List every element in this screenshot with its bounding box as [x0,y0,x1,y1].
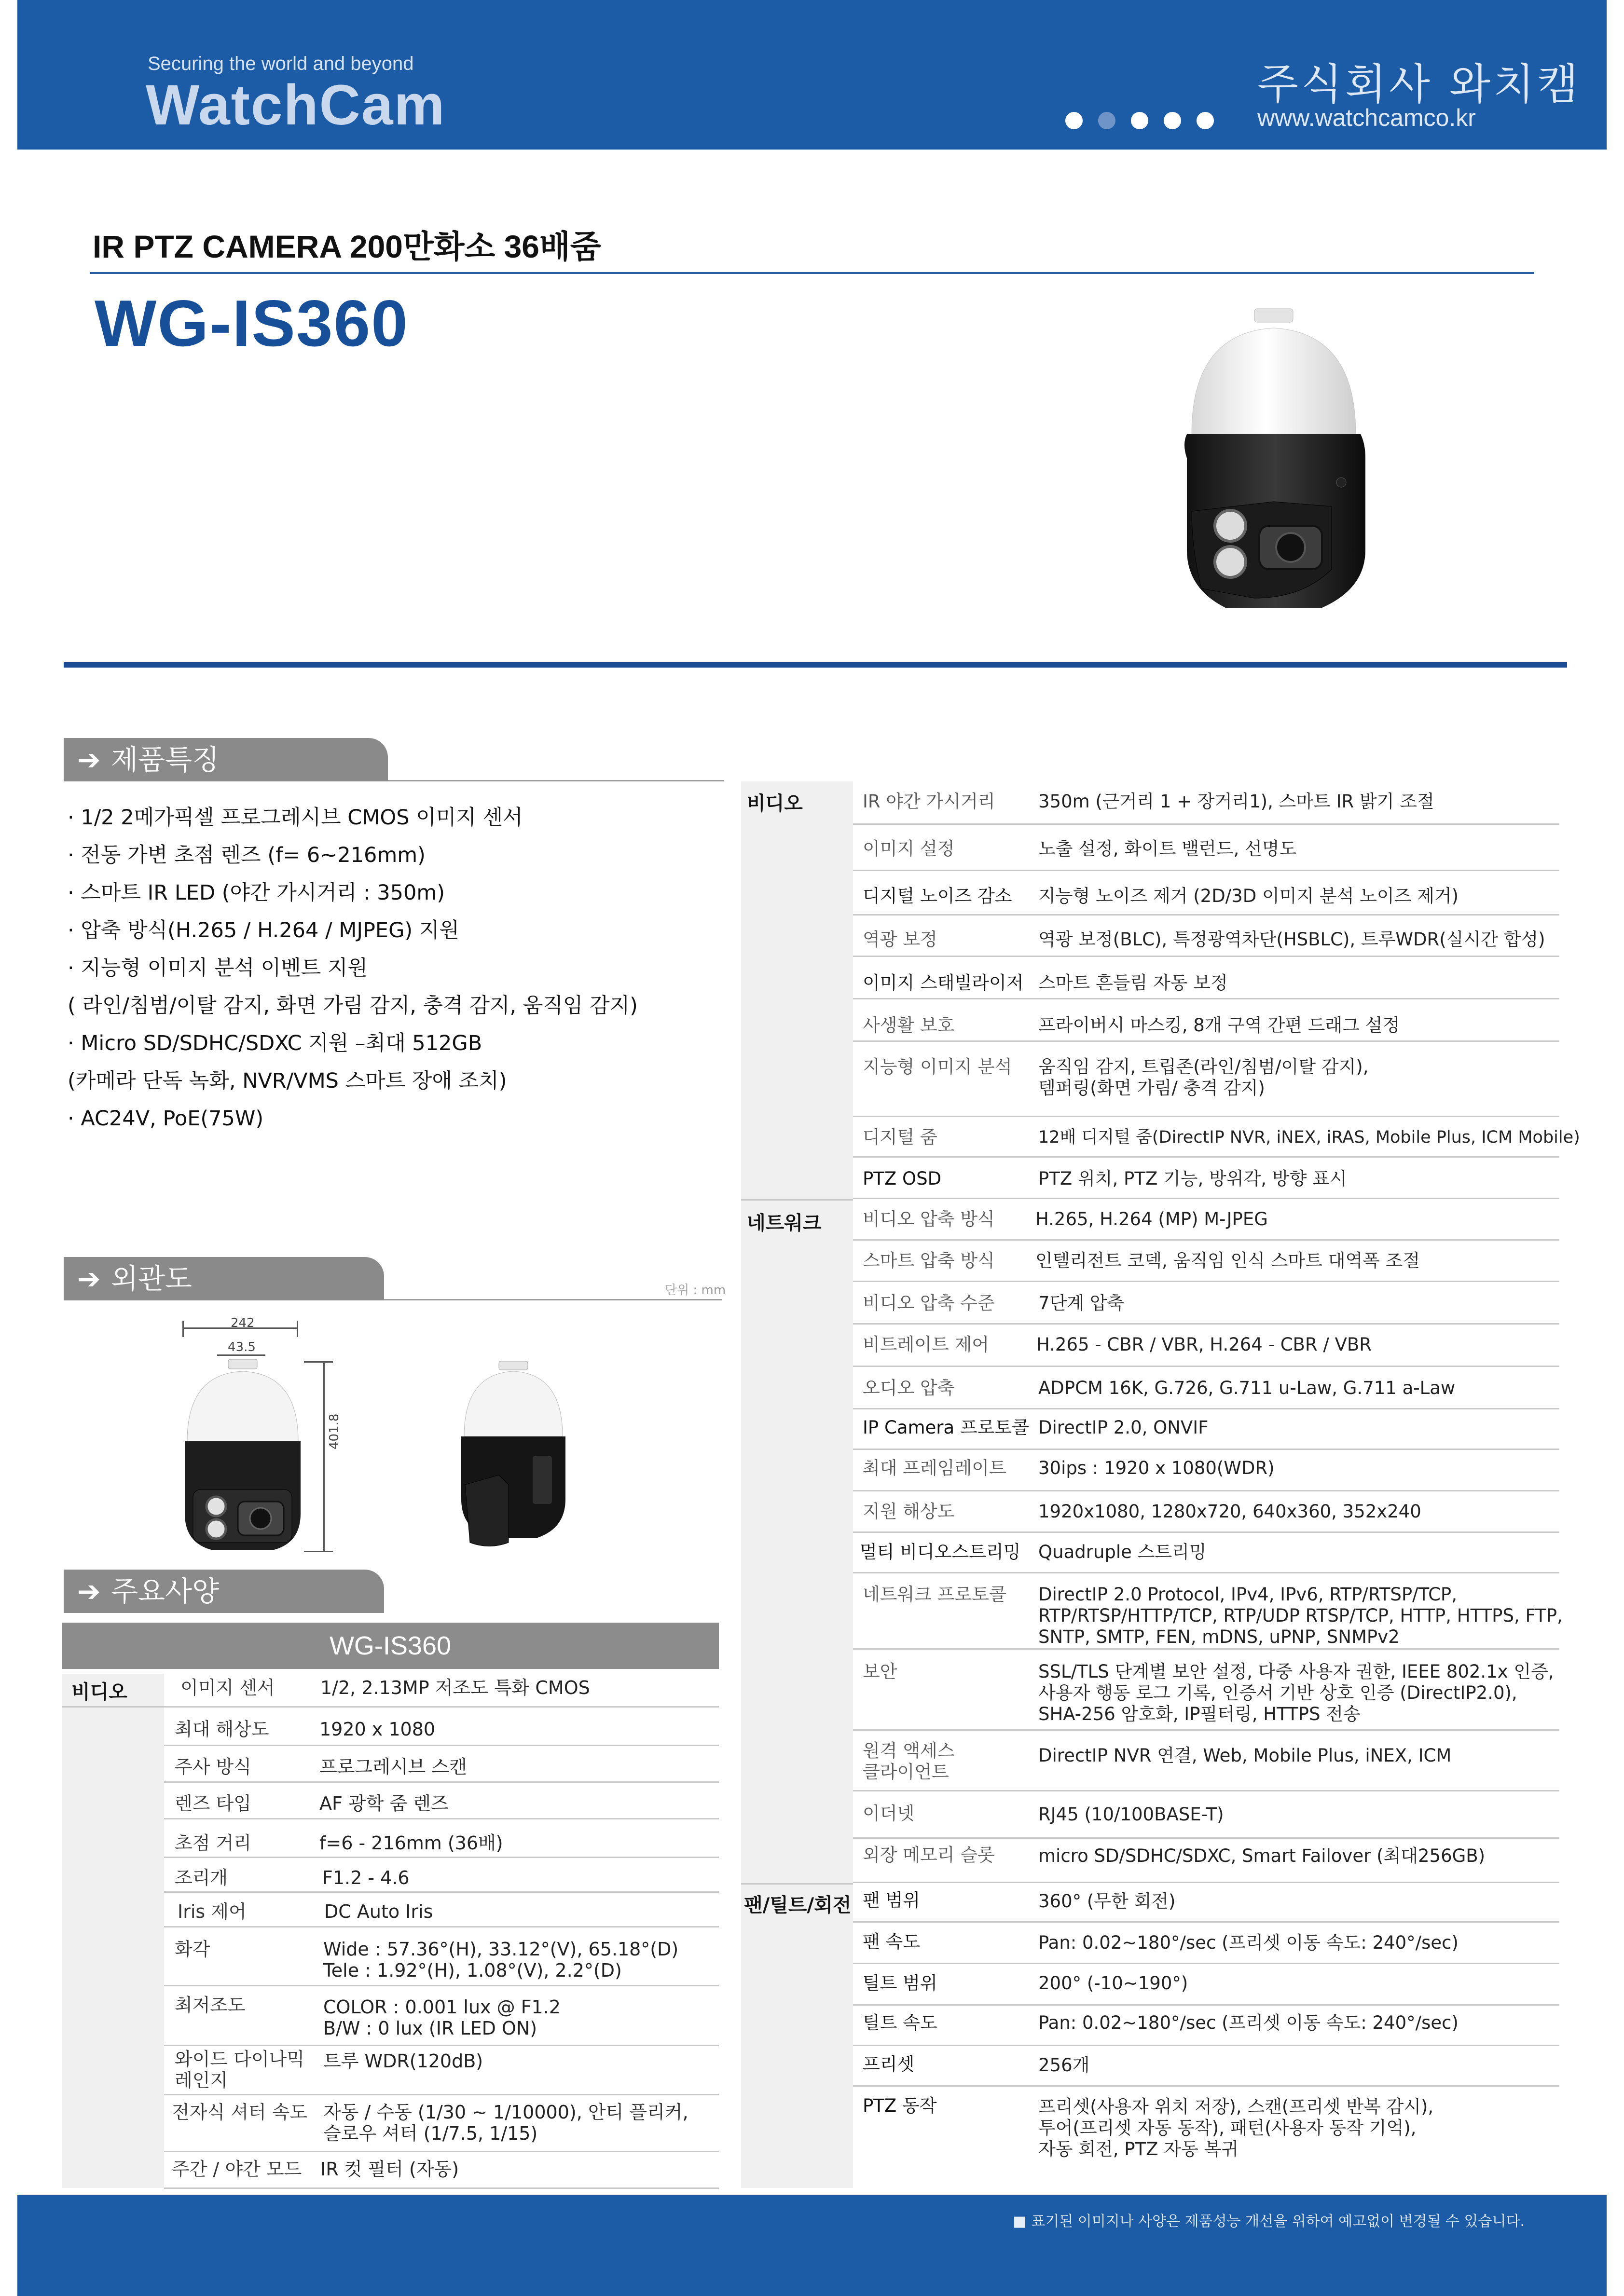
spec-value: B/W : 0 lux (IR LED ON) [323,2018,537,2039]
arrow-right-icon: ➔ [77,1575,101,1608]
spec-value: SHA-256 암호화, IP필터링, HTTPS 전송 [1038,1704,1361,1724]
spec-value: ADPCM 16K, G.726, G.711 u-Law, G.711 a-Law [1038,1378,1456,1398]
spec-value: 자동 회전, PTZ 자동 복귀 [1038,2139,1239,2159]
spec-label: 주간 / 야간 모드 [172,2159,302,2180]
spec-value: F1.2 - 4.6 [322,1867,410,1888]
header-dot [1197,112,1214,129]
spec-value: 프로그레시브 스캔 [319,1756,467,1777]
dimension-height: 401.8 [327,1413,342,1449]
camera-product-image [1158,299,1390,637]
spec-label: PTZ 동작 [863,2095,937,2116]
spec-label: PTZ OSD [863,1168,942,1189]
spec-label: 비트레이트 제어 [863,1334,989,1355]
spec-label: 최저조도 [175,1995,246,2016]
spec-value: 256개 [1038,2055,1090,2076]
spec-value: Wide : 57.36°(H), 33.12°(V), 65.18°(D) [323,1939,679,1960]
spec-label: 전자식 셔터 속도 [172,2102,308,2123]
spec-value: 자동 / 수동 (1/30 ~ 1/10000), 안티 플리커, [323,2102,688,2123]
camera-side-drawing [455,1359,571,1552]
spec-value: PTZ 위치, PTZ 기능, 방위각, 방향 표시 [1038,1168,1347,1189]
category-label: 팬/틸트/회전 [744,1894,852,1916]
header-dot [1065,112,1083,129]
spec-label: 오디오 압축 [863,1378,955,1398]
spec-value: DC Auto Iris [324,1901,433,1922]
spec-value: 사용자 행동 로그 기록, 인증서 기반 상호 인증 (DirectIP2.0), [1038,1682,1517,1703]
spec-label: 클라이언트 [863,1762,949,1782]
company-name: 주식회사 와치캠 [1257,59,1582,109]
spec-value: 1/2, 2.13MP 저조도 특화 CMOS [320,1677,590,1698]
spec-table-header: WG-IS360 [62,1623,719,1669]
spec-value: 템퍼링(화면 가림/ 충격 감지) [1038,1078,1265,1098]
dimension-tick [304,1551,333,1552]
spec-label: 와이드 다이나믹 [175,2049,305,2070]
spec-value: SSL/TLS 단계별 보안 설정, 다중 사용자 권한, IEEE 802.1x 인증, [1038,1661,1554,1682]
page-footer [17,2195,1607,2296]
category-cell [62,1674,164,2188]
spec-label: 비디오 압축 방식 [863,1209,995,1230]
feature-item: · Micro SD/SDHC/SDXC 지원 –최대 512GB [68,1031,482,1055]
spec-value: DirectIP 2.0, ONVIF [1038,1417,1209,1438]
section-title: 제품특징 [111,743,220,776]
spec-value: 노출 설정, 화이트 밸런드, 선명도 [1038,838,1297,859]
spec-label: 최대 해상도 [175,1719,269,1740]
feature-item: · 지능형 이미지 분석 이벤트 지원 [68,956,368,980]
feature-item: ( 라인/침범/이탈 감지, 화면 가림 감지, 충격 감지, 움직임 감지) [68,994,638,1018]
spec-value: 350m (근거리 1 + 장거리1), 스마트 IR 밝기 조절 [1038,791,1434,812]
spec-label: 외장 메모리 슬롯 [863,1845,995,1865]
spec-label: 팬 범위 [863,1890,920,1911]
feature-item: · 1/2 2메가픽셀 프로그레시브 CMOS 이미지 센서 [68,806,523,830]
header-dot [1098,112,1115,129]
category-divider [741,1883,853,1885]
spec-label: 주사 방식 [175,1756,251,1777]
section-title: 외관도 [111,1262,193,1295]
spec-value: 30ips : 1920 x 1080(WDR) [1038,1458,1275,1478]
spec-value: 지능형 노이즈 제거 (2D/3D 이미지 분석 노이즈 제거) [1038,886,1459,906]
section-tab-outline [64,1257,384,1300]
spec-label: 레인지 [175,2070,228,2091]
dimension-inner: 43.5 [228,1340,256,1354]
spec-value: 움직임 감지, 트립존(라인/침범/이탈 감지), [1038,1056,1369,1077]
spec-value: 트루 WDR(120dB) [323,2050,483,2072]
header-dot [1131,112,1148,129]
spec-label: 역광 보정 [863,929,937,950]
spec-value: 투어(프리셋 자동 동작), 패턴(사용자 동작 기억), [1038,2118,1417,2138]
category-divider [741,1199,853,1201]
category-label: 네트워크 [747,1212,822,1234]
unit-label: 단위 : mm [665,1283,726,1298]
dimension-tick [297,1321,298,1337]
arrow-right-icon: ➔ [77,1262,101,1295]
spec-label: Iris 제어 [178,1901,247,1922]
arrow-right-icon: ➔ [77,743,101,776]
section-tab-features [64,738,388,781]
section-title: 주요사양 [111,1575,220,1608]
category-label: 비디오 [747,793,803,815]
spec-value: COLOR : 0.001 lux @ F1.2 [323,1996,561,2018]
table-row [853,1883,1559,1923]
feature-list [68,799,724,1137]
spec-label: 틸트 범위 [863,1973,937,1994]
spec-label: 비디오 압축 수준 [863,1293,995,1313]
spec-label: 이미지 센서 [180,1677,275,1698]
table-row [62,1669,164,1708]
spec-value: 200° (-10~190°) [1038,1973,1188,1994]
main-divider [64,662,1567,668]
spec-label: 보안 [863,1661,897,1682]
product-model: WG-IS360 [95,287,409,360]
disclaimer-note: ■ 표기된 이미지나 사양은 제품성능 개선을 위하여 예고없이 변경될 수 있습니다. [1013,2213,1525,2230]
header-dot [1164,112,1181,129]
spec-value: Quadruple 스트리밍 [1038,1542,1207,1562]
spec-value: RJ45 (10/100BASE-T) [1038,1804,1224,1825]
spec-value: Pan: 0.02~180°/sec (프리셋 이동 속도: 240°/sec) [1038,2012,1459,2033]
spec-value: micro SD/SDHC/SDXC, Smart Failover (최대256GB) [1038,1845,1486,1866]
tagline: Securing the world and beyond [148,53,414,74]
spec-value: AF 광학 줌 렌즈 [319,1793,449,1814]
spec-value: Pan: 0.02~180°/sec (프리셋 이동 속도: 240°/sec) [1038,1932,1459,1953]
camera-front-drawing [182,1359,303,1552]
feature-item: · 압축 방식(H.265 / H.264 / MJPEG) 지원 [68,918,459,943]
feature-item: · AC24V, PoE(75W) [68,1107,264,1131]
dimension-tick [182,1321,184,1337]
page-header [17,0,1607,150]
spec-value: 7단계 압축 [1038,1293,1125,1313]
category-label: 비디오 [71,1681,127,1703]
spec-label: 초점 거리 [175,1832,251,1854]
spec-value: Tele : 1.92°(H), 1.08°(V), 2.2°(D) [323,1960,622,1981]
section-tab-specs [64,1570,384,1613]
table-row [853,1964,1559,2006]
spec-label: 조리개 [175,1867,228,1888]
spec-value: H.265 - CBR / VBR, H.264 - CBR / VBR [1036,1334,1372,1355]
spec-value: IR 컷 필터 (자동) [320,2159,459,2180]
spec-label: 원격 액세스 [863,1740,955,1761]
brand-logo: WatchCam [146,73,446,137]
spec-value: 스마트 흔들림 자동 보정 [1038,972,1228,993]
table-row [164,1858,719,1893]
spec-label: 렌즈 타입 [175,1793,251,1814]
spec-value: 1920x1080, 1280x720, 640x360, 352x240 [1038,1501,1421,1522]
spec-label: 프리셋 [863,2054,915,2075]
spec-label: 이미지 스태빌라이저 [863,972,1024,993]
feature-item: · 스마트 IR LED (야간 가시거리 : 350m) [68,881,445,905]
spec-value: 12배 디지털 줌(DirectIP NVR, iNEX, iRAS, Mobile Plus, ICM Mobile) [1038,1128,1580,1147]
dimension-line [217,1354,265,1356]
section-rule [388,780,724,781]
dimension-tick [304,1361,333,1363]
table-row [164,1893,719,1927]
spec-label: 지원 해상도 [863,1501,955,1522]
feature-item: (카메라 단독 녹화, NVR/VMS 스마트 장애 조치) [68,1069,507,1093]
spec-value: SNTP, SMTP, FEN, mDNS, uPNP, SNMPv2 [1038,1626,1400,1647]
spec-value: H.265, H.264 (MP) M-JPEG [1035,1209,1268,1230]
spec-label: 지능형 이미지 분석 [863,1056,1012,1077]
spec-value: 1920 x 1080 [319,1719,436,1740]
category-cell [741,781,853,2188]
spec-label: 디지털 줌 [863,1127,937,1148]
dimension-line [323,1361,325,1552]
spec-value: 360° (무한 회전) [1038,1891,1176,1912]
spec-label: IP Camera 프로토콜 [863,1417,1029,1438]
spec-label: 멀티 비디오스트리밍 [860,1542,1021,1562]
spec-label: 이더넷 [863,1803,915,1824]
spec-value: 프라이버시 마스킹, 8개 구역 간편 드래그 설정 [1038,1015,1400,1036]
section-rule [384,1299,722,1300]
spec-label: 디지털 노이즈 감소 [863,886,1012,906]
spec-value: 역광 보정(BLC), 특정광역차단(HSBLC), 트루WDR(실시간 합성) [1038,929,1545,950]
spec-value: RTP/RTSP/HTTP/TCP, RTP/UDP RTSP/TCP, HTTP, HTTPS, FTP, [1038,1605,1563,1626]
spec-label: 스마트 압축 방식 [863,1250,995,1271]
title-divider [90,272,1534,274]
spec-label: 팬 속도 [863,1931,920,1952]
spec-value: 프리셋(사용자 위치 저장), 스캔(프리셋 반복 감시), [1038,2096,1434,2117]
spec-label: 화각 [175,1939,210,1960]
spec-label: IR 야간 가시거리 [863,791,995,812]
spec-value: f=6 - 216mm (36배) [319,1832,503,1854]
spec-label: 네트워크 프로토콜 [863,1584,1006,1605]
company-url[interactable]: www.watchcamco.kr [1257,104,1476,131]
spec-label: 최대 프레임레이트 [863,1458,1006,1478]
spec-label: 사생활 보호 [863,1015,955,1036]
table-row [853,2046,1559,2087]
spec-label: 이미지 설정 [863,838,955,859]
spec-value: 슬로우 셔터 (1/7.5, 1/15) [323,2123,538,2144]
spec-label: 틸트 속도 [863,2012,937,2033]
dimension-width: 242 [231,1316,255,1330]
feature-item: · 전동 가변 초점 렌즈 (f= 6~216mm) [68,843,426,867]
spec-value: 인텔리전트 코덱, 움직임 인식 스마트 대역폭 조절 [1035,1250,1420,1271]
product-subtitle: IR PTZ CAMERA 200만화소 36배줌 [93,229,601,264]
spec-value: DirectIP 2.0 Protocol, IPv4, IPv6, RTP/RTSP/TCP, [1038,1584,1457,1605]
spec-value: DirectIP NVR 연결, Web, Mobile Plus, iNEX, ICM [1038,1745,1452,1766]
